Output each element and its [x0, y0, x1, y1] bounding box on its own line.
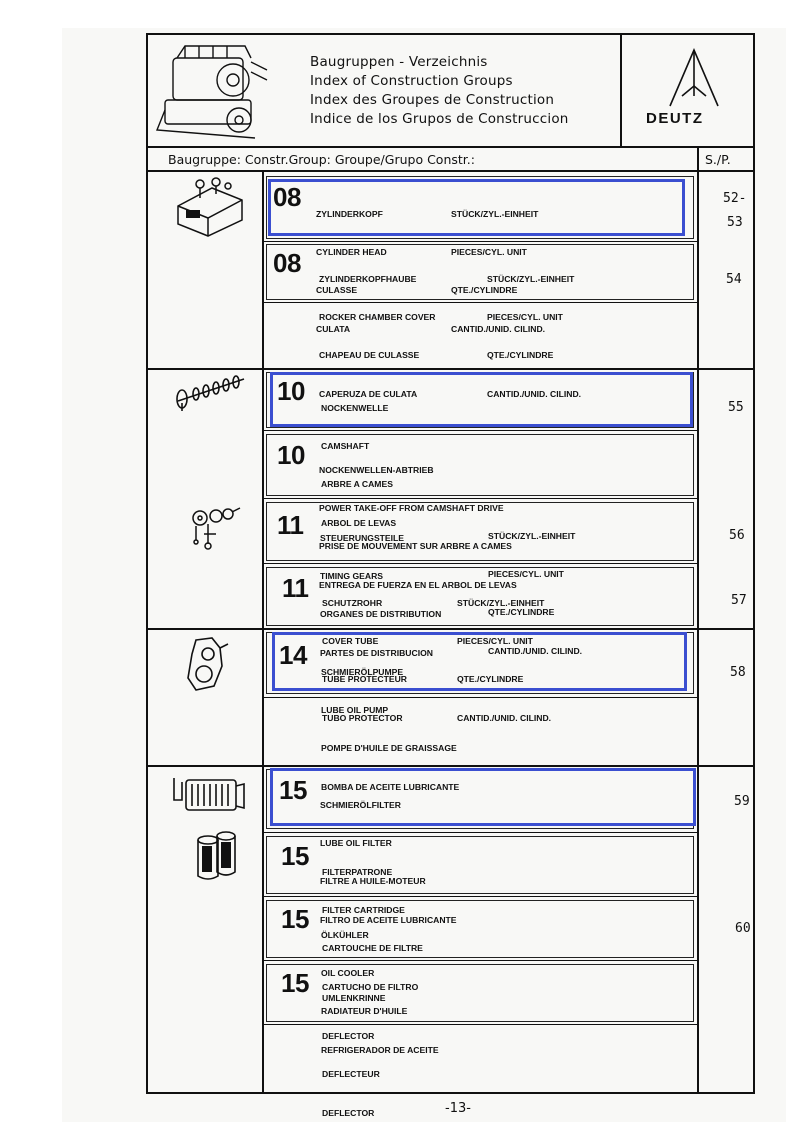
- name-french: CHAPEAU DE CULASSE: [319, 350, 420, 361]
- group-number: 15: [281, 841, 309, 871]
- oil-pump-icon: [182, 634, 234, 694]
- icon-column-divider: [262, 170, 264, 1094]
- title-spanish: Indice de los Grupos de Construccion: [310, 111, 569, 127]
- engine-icon: [155, 40, 275, 144]
- qty-english: PIECES/CYL. UNIT: [487, 311, 563, 322]
- page-ref: 54: [726, 272, 742, 287]
- name-spanish: CULATA: [316, 323, 351, 334]
- name-english: CAMSHAFT: [321, 440, 370, 451]
- name-german: SCHMIERÖLPUMPE: [321, 666, 404, 677]
- page-ref: 60: [735, 921, 751, 936]
- qty-english: PIECES/CYL. UNIT: [488, 568, 564, 579]
- name-french: CULASSE: [316, 285, 358, 296]
- section-separator: [146, 628, 755, 630]
- qty-spanish: CANTID./UNID. CILIND.: [487, 388, 582, 399]
- column-header-page: S./P.: [705, 152, 731, 167]
- cylinder-head-icon: [172, 176, 248, 240]
- deutz-logo-text: DEUTZ: [646, 110, 704, 127]
- entry-quantity: [487, 247, 581, 426]
- name-german: SCHMIERÖLFILTER: [320, 799, 401, 810]
- page-column-divider: [697, 146, 699, 1094]
- group-number: 08: [273, 248, 301, 278]
- name-german: ZYLINDERKOPF: [316, 208, 383, 219]
- group-number: 14: [279, 640, 307, 670]
- section-separator: [146, 368, 755, 370]
- timing-gears-icon: [186, 504, 242, 550]
- name-english: ROCKER CHAMBER COVER: [319, 311, 436, 322]
- name-german: ZYLINDERKOPFHAUBE: [319, 273, 417, 284]
- name-french: TUBE PROTECTEUR: [322, 674, 407, 685]
- group-number: 10: [277, 376, 305, 406]
- name-german: SCHUTZROHR: [322, 597, 383, 608]
- name-spanish: ARBOL DE LEVAS: [321, 517, 397, 528]
- name-english: OIL COOLER: [321, 967, 375, 978]
- name-spanish: CAPERUZA DE CULATA: [319, 388, 418, 399]
- title-french: Index des Groupes de Construction: [310, 92, 555, 108]
- group-number: 15: [281, 968, 309, 998]
- name-german: STEUERUNGSTEILE: [320, 532, 405, 543]
- page-ref: 53: [727, 215, 743, 230]
- column-header-divider: [146, 170, 755, 172]
- entry-names: [322, 966, 386, 1145]
- group-number: 11: [282, 573, 309, 603]
- name-spanish: TUBO PROTECTOR: [322, 712, 403, 723]
- deutz-logo-icon: [664, 48, 724, 112]
- group-number: 15: [281, 904, 309, 934]
- name-spanish: PARTES DE DISTRIBUCION: [320, 647, 433, 658]
- name-french: FILTRE A HUILE-MOTEUR: [320, 876, 426, 887]
- name-french: POMPE D'HUILE DE GRAISSAGE: [321, 743, 457, 754]
- name-german: NOCKENWELLE: [321, 402, 389, 413]
- column-header-group: Baugruppe: Constr.Group: Groupe/Grupo Constr.:: [168, 152, 475, 167]
- name-english: LUBE OIL FILTER: [320, 837, 392, 848]
- name-english: COVER TUBE: [322, 635, 379, 646]
- title-german: Baugruppen - Verzeichnis: [310, 54, 488, 70]
- qty-spanish: CANTID./UNID. CILIND.: [457, 712, 552, 723]
- name-french: DEFLECTEUR: [322, 1069, 380, 1080]
- name-german: NOCKENWELLEN-ABTRIEB: [319, 464, 434, 475]
- name-english: TIMING GEARS: [320, 570, 384, 581]
- name-spanish: DEFLECTOR: [322, 1107, 375, 1118]
- name-spanish: BOMBA DE ACEITE LUBRICANTE: [321, 781, 460, 792]
- name-spanish: REFRIGERADOR DE ACEITE: [321, 1044, 439, 1055]
- camshaft-icon: [170, 373, 248, 413]
- qty-german: STÜCK/ZYL.-EINHEIT: [488, 530, 576, 541]
- name-french: ARBRE A CAMES: [321, 479, 393, 490]
- qty-french: QTE./CYLINDRE: [451, 285, 518, 296]
- name-english: CYLINDER HEAD: [316, 246, 387, 257]
- oil-filter-icon: [168, 770, 248, 820]
- page-ref: 59: [734, 794, 750, 809]
- logo-divider: [620, 33, 622, 148]
- qty-german: STÜCK/ZYL.-EINHEIT: [457, 597, 545, 608]
- qty-german: STÜCK/ZYL.-EINHEIT: [451, 208, 539, 219]
- title-english: Index of Construction Groups: [310, 73, 513, 89]
- name-spanish: ENTREGA DE FUERZA EN EL ARBOL DE LEVAS: [319, 579, 517, 590]
- name-spanish: CARTUCHO DE FILTRO: [322, 981, 419, 992]
- page-ref: 58: [730, 665, 746, 680]
- qty-spanish: CANTID./UNID. CILIND.: [488, 645, 583, 656]
- group-number: 15: [279, 775, 307, 805]
- name-french: ORGANES DE DISTRIBUTION: [320, 609, 442, 620]
- group-number: 11: [277, 510, 304, 540]
- entry-quantity: [457, 571, 551, 750]
- qty-english: PIECES/CYL. UNIT: [457, 635, 533, 646]
- name-english: FILTER CARTRIDGE: [322, 904, 405, 915]
- name-german: ÖLKÜHLER: [321, 929, 369, 940]
- name-french: CARTOUCHE DE FILTRE: [322, 943, 423, 954]
- name-english: LUBE OIL PUMP: [321, 704, 389, 715]
- filter-cartridge-icon: [194, 828, 240, 884]
- qty-english: PIECES/CYL. UNIT: [451, 246, 527, 257]
- page-number: -13-: [445, 1101, 471, 1116]
- page-ref: 57: [731, 593, 747, 608]
- qty-french: QTE./CYLINDRE: [457, 674, 524, 685]
- page-ref: 52-: [723, 191, 747, 206]
- qty-spanish: CANTID./UNID. CILIND.: [451, 323, 546, 334]
- page-ref: 56: [729, 528, 745, 543]
- page-ref: 55: [728, 400, 744, 415]
- name-french: RADIATEUR D'HUILE: [321, 1006, 408, 1017]
- qty-french: QTE./CYLINDRE: [488, 607, 555, 618]
- name-english: POWER TAKE-OFF FROM CAMSHAFT DRIVE: [319, 502, 504, 513]
- name-german: FILTERPATRONE: [322, 866, 393, 877]
- group-number: 08: [273, 182, 301, 212]
- name-english: DEFLECTOR: [322, 1030, 375, 1041]
- name-german: UMLENKRINNE: [322, 992, 386, 1003]
- qty-german: STÜCK/ZYL.-EINHEIT: [487, 273, 575, 284]
- group-number: 10: [277, 440, 305, 470]
- header-divider: [146, 146, 755, 148]
- qty-french: QTE./CYLINDRE: [487, 350, 554, 361]
- name-spanish: FILTRO DE ACEITE LUBRICANTE: [320, 914, 457, 925]
- name-french: PRISE DE MOUVEMENT SUR ARBRE A CAMES: [319, 541, 512, 552]
